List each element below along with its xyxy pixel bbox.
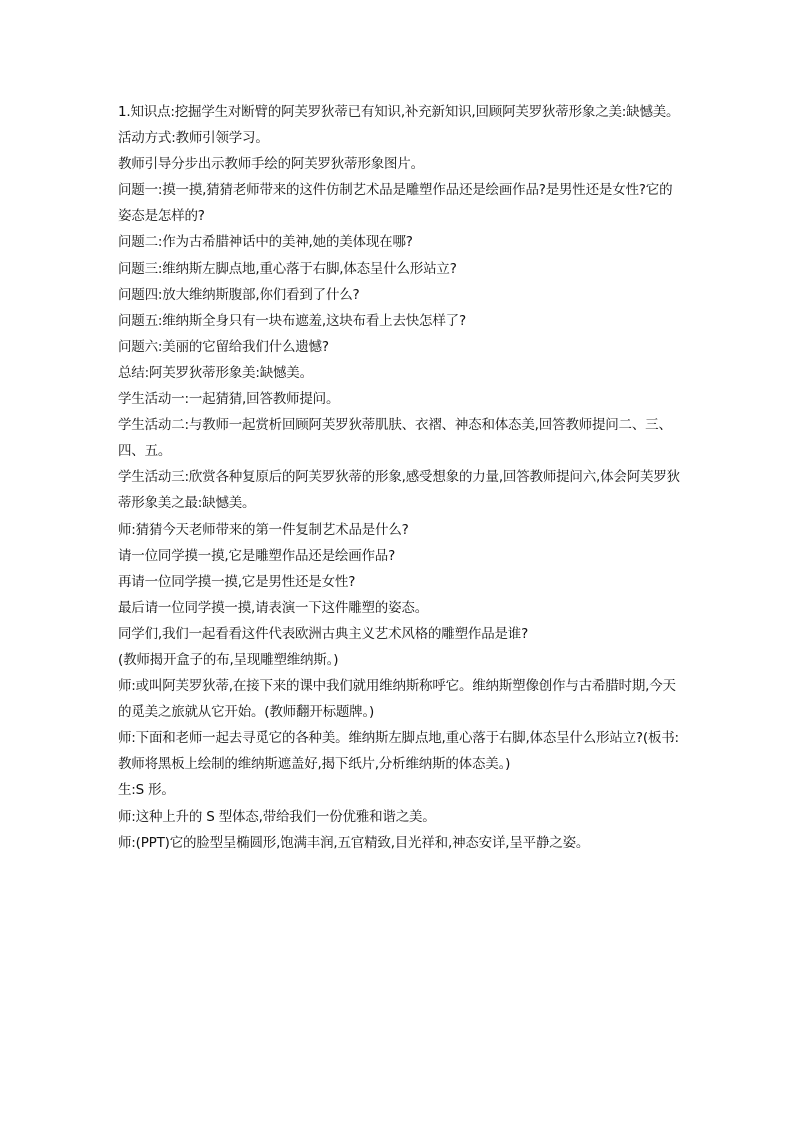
paragraph-student-activity-3: 学生活动三:欣赏各种复原后的阿芙罗狄蒂的形象,感受想象的力量,回答教师提问六,体会阿芙罗狄蒂形象美之最:缺憾美。: [118, 469, 680, 512]
paragraph-stage-direction: (教师揭开盒子的布,呈现雕塑维纳斯。): [118, 651, 339, 668]
paragraph-teacher-line-9: 师:(PPT)它的脸型呈椭圆形,饱满丰润,五官精致,目光祥和,神态安详,呈平静之姿。: [118, 834, 590, 851]
paragraph-student-activity-2: 学生活动二:与教师一起赏析回顾阿芙罗狄蒂肌肤、衣褶、神态和体态美,回答教师提问二、三、四、五。: [118, 417, 672, 460]
paragraph-question-5: 问题五:维纳斯全身只有一块布遮羞,这块布看上去快怎样了?: [118, 312, 466, 329]
paragraph-teacher-guide: 教师引导分步出示教师手绘的阿芙罗狄蒂形象图片。: [118, 156, 424, 173]
paragraph-question-2: 问题二:作为古希腊神话中的美神,她的美体现在哪?: [118, 234, 413, 251]
paragraph-knowledge-point: 1.知识点:挖掘学生对断臂的阿芙罗狄蒂已有知识,补充新知识,回顾阿芙罗狄蒂形象之美:缺憾美。: [118, 104, 680, 120]
paragraph-activity-method: 活动方式:教师引领学习。: [118, 130, 269, 147]
paragraph-teacher-line-5: 同学们,我们一起看看这件代表欧洲古典主义艺术风格的雕塑作品是谁?: [118, 625, 529, 642]
paragraph-question-3: 问题三:维纳斯左脚点地,重心落于右脚,体态呈什么形站立?: [118, 260, 457, 277]
paragraph-teacher-line-2: 请一位同学摸一摸,它是雕塑作品还是绘画作品?: [118, 547, 396, 564]
paragraph-summary: 总结:阿芙罗狄蒂形象美:缺憾美。: [118, 364, 313, 381]
paragraph-question-6: 问题六:美丽的它留给我们什么遗憾?: [118, 338, 329, 355]
paragraph-teacher-line-6: 师:或叫阿芙罗狄蒂,在接下来的课中我们就用维纳斯称呼它。维纳斯塑像创作与古希腊时期,今天的觅美之旅就从它开始。(教师翻开标题牌。): [118, 678, 676, 721]
paragraph-teacher-line-7: 师:下面和老师一起去寻觅它的各种美。维纳斯左脚点地,重心落于右脚,体态呈什么形站立?(板书:教师将黑板上绘制的维纳斯遮盖好,揭下纸片,分析维纳斯的体态美。): [118, 730, 679, 773]
paragraph-teacher-line-1: 师:猜猜今天老师带来的第一件复制艺术品是什么?: [118, 521, 409, 538]
paragraph-student-answer: 生:S 形。: [118, 782, 175, 799]
paragraph-question-4: 问题四:放大维纳斯腹部,你们看到了什么?: [118, 286, 360, 303]
paragraph-student-activity-1: 学生活动一:一起猜猜,回答教师提问。: [118, 391, 340, 408]
document-body: [118, 99, 684, 856]
paragraph-question-1: 问题一:摸一摸,猜猜老师带来的这件仿制艺术品是雕塑作品还是绘画作品?是男性还是女性?它的姿态是怎样的?: [118, 182, 673, 225]
paragraph-teacher-line-8: 师:这种上升的 S 型体态,带给我们一份优雅和谐之美。: [118, 808, 436, 825]
paragraph-teacher-line-4: 最后请一位同学摸一摸,请表演一下这件雕塑的姿态。: [118, 599, 428, 616]
paragraph-teacher-line-3: 再请一位同学摸一摸,它是男性还是女性?: [118, 573, 356, 590]
